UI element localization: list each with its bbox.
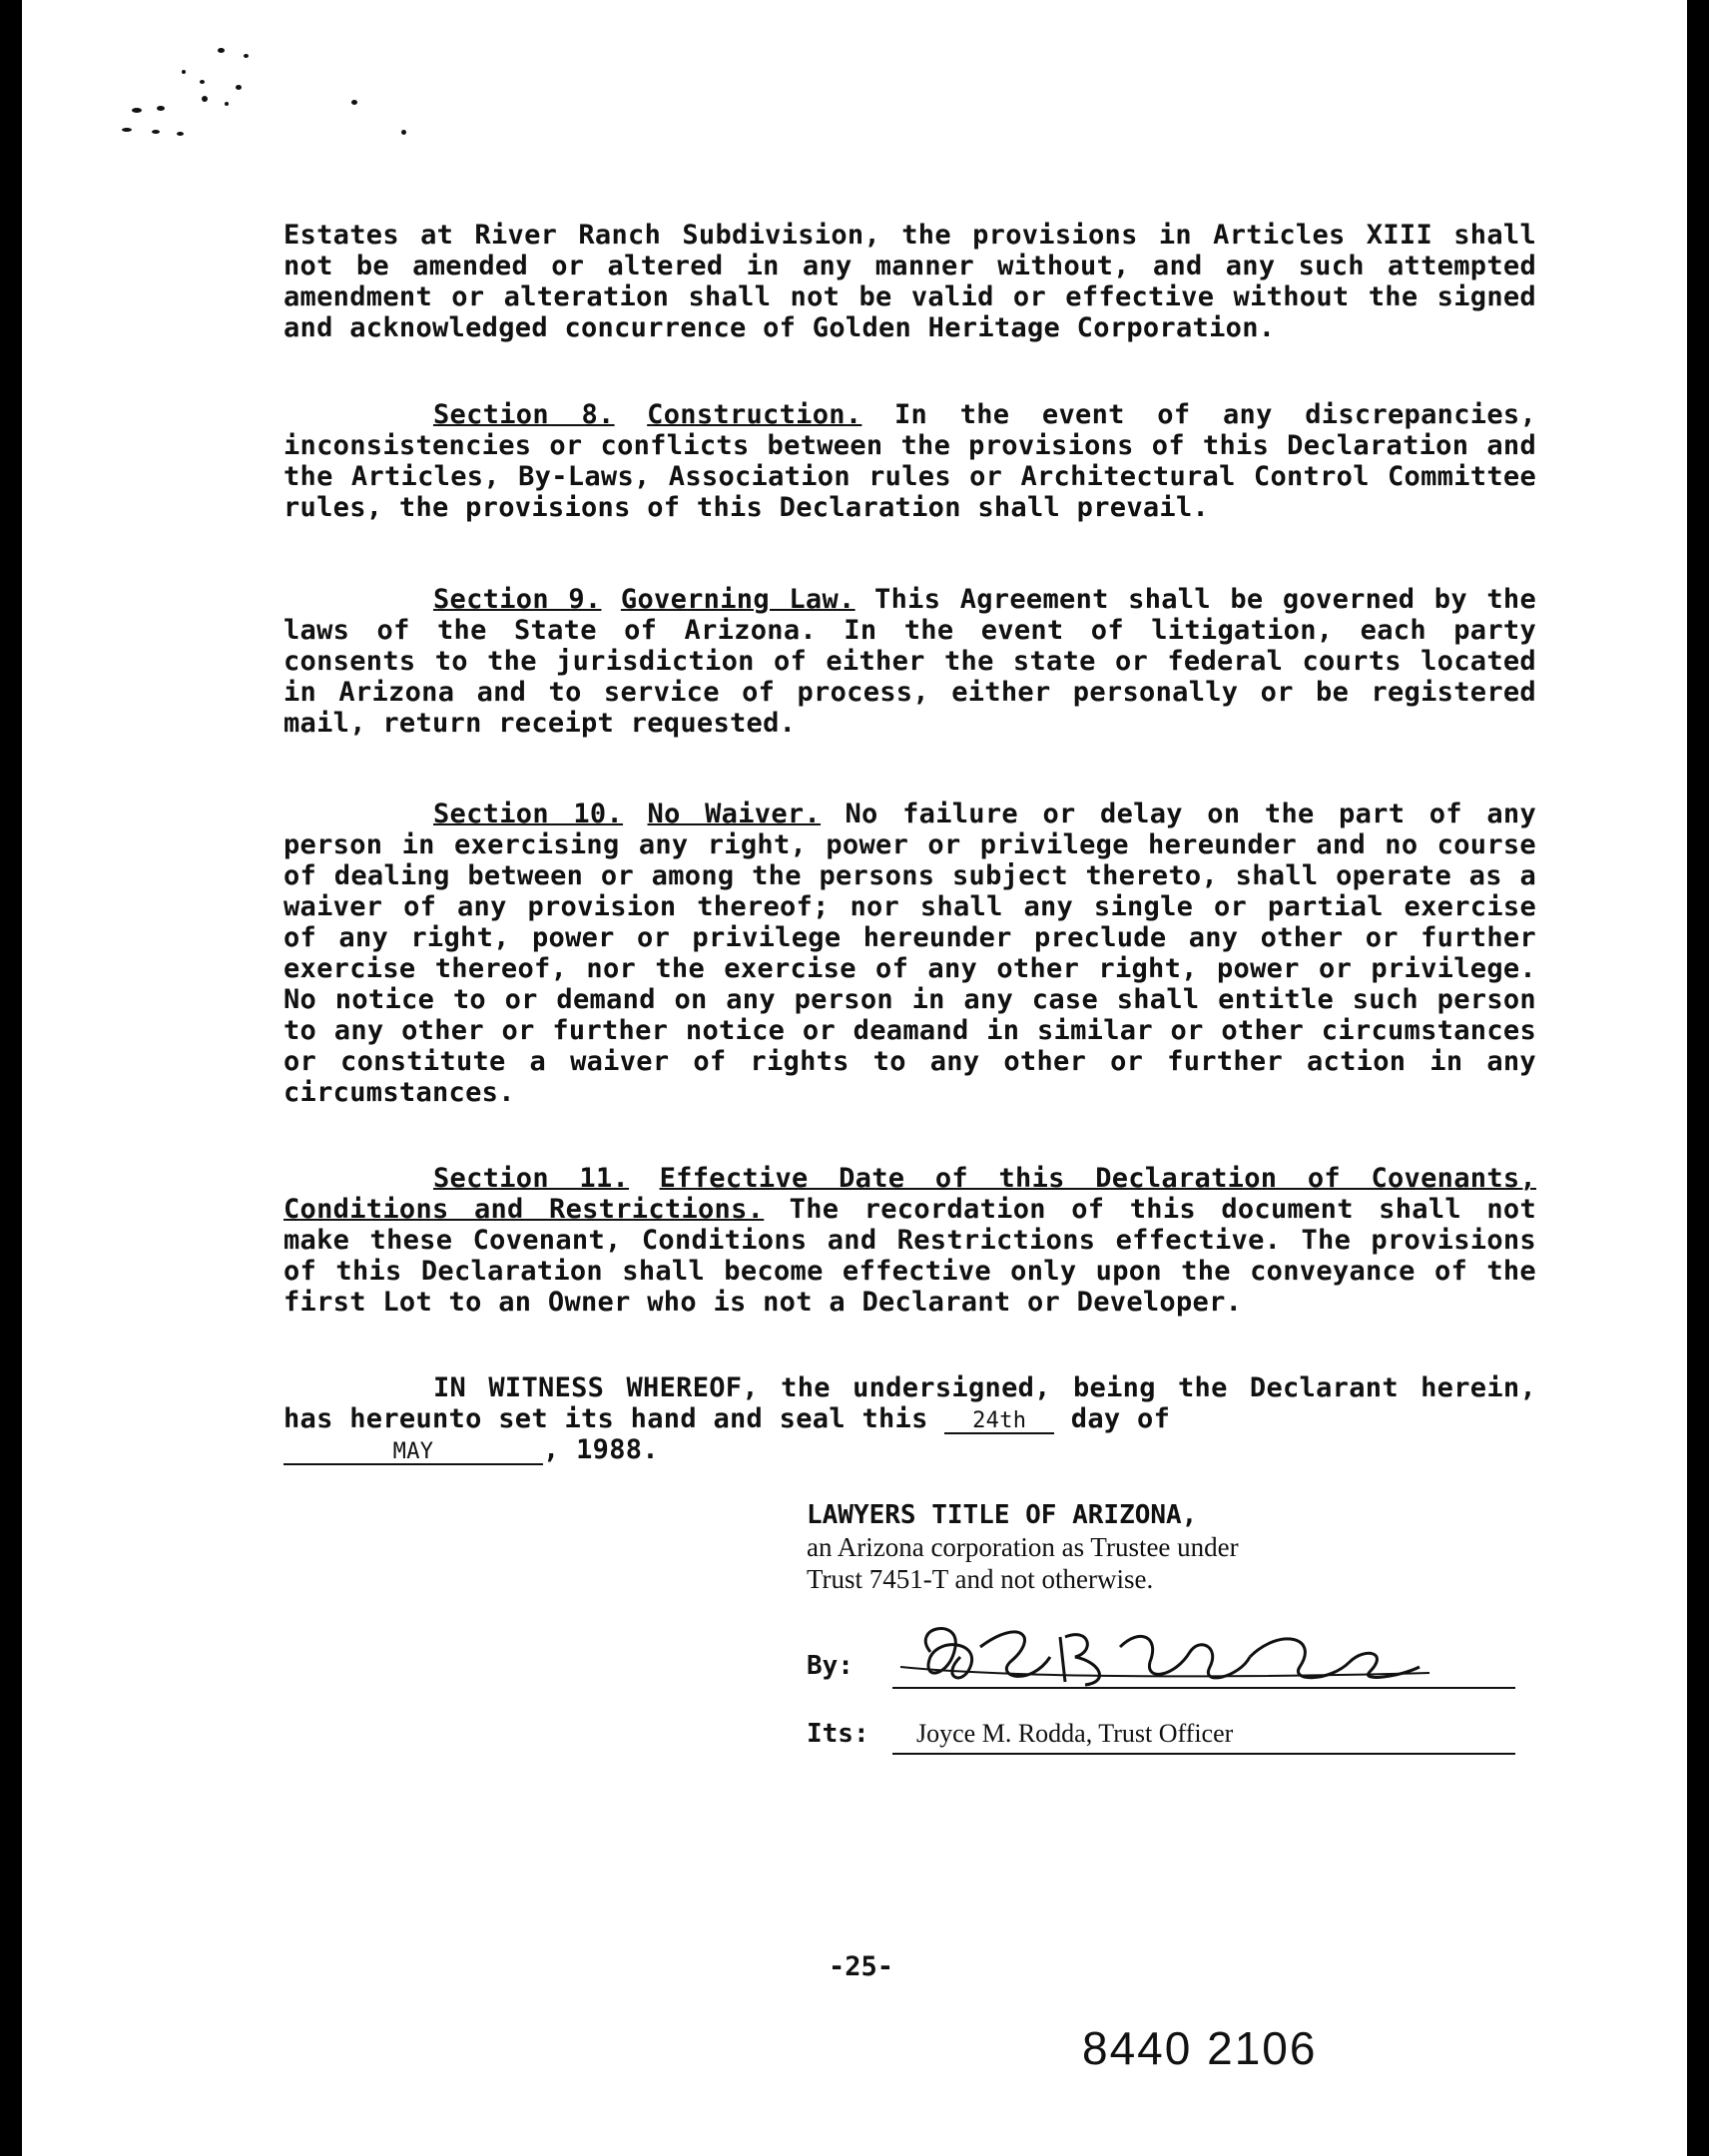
section-9-number: Section 9. bbox=[433, 584, 602, 615]
witness-text: the undersigned, being the Declarant herein, has hereunto set its hand and seal this bbox=[284, 1372, 1537, 1434]
section-11-title: Effective Date of this Declaration of Covenants, Conditions and Restrictions. bbox=[284, 1163, 1536, 1225]
section-10 bbox=[284, 799, 1536, 1108]
its-label: Its: bbox=[807, 1719, 869, 1749]
section-11-number: Section 11. bbox=[433, 1163, 630, 1194]
witness-day: 24th bbox=[944, 1410, 1054, 1434]
section-11 bbox=[284, 1163, 1536, 1318]
its-row bbox=[807, 1717, 1525, 1757]
its-line bbox=[892, 1753, 1515, 1755]
section-8-number: Section 8. bbox=[433, 399, 615, 430]
section-8-title: Construction. bbox=[647, 399, 862, 430]
officer-name: Joyce M. Rodda, Trust Officer bbox=[916, 1719, 1234, 1748]
section-8 bbox=[284, 399, 1536, 523]
section-10-number: Section 10. bbox=[433, 799, 624, 829]
section-9 bbox=[284, 584, 1536, 739]
section-10-title: No Waiver. bbox=[647, 799, 822, 829]
witness-year: , 1988. bbox=[543, 1434, 659, 1465]
opening-paragraph bbox=[284, 220, 1536, 343]
section-9-title: Governing Law. bbox=[620, 584, 855, 615]
witness-day-of: day of bbox=[1070, 1403, 1171, 1434]
section-11-text: The recordation of this document shall not make these Covenant, Conditions and Restrictions effective. The provisions of this Declaration shall become effective only upon the conveyance of the first Lot to an Owner who is not a Declarant or Developer. bbox=[284, 1194, 1536, 1318]
witness-clause bbox=[284, 1372, 1536, 1465]
by-label: By: bbox=[807, 1651, 854, 1681]
witness-month: MAY bbox=[284, 1441, 543, 1465]
handwritten-signature bbox=[900, 1607, 1439, 1707]
section-9-text: This Agreement shall be governed by the laws of the State of Arizona. In the event of litigation, each party consents to the jurisdiction of either the state or federal courts located in Arizona and to service of process, either personally or be registered mail, return receipt requested. bbox=[284, 584, 1537, 739]
signatory-org: LAWYERS TITLE OF ARIZONA, bbox=[807, 1500, 1198, 1530]
recording-stamp: 8440 2106 bbox=[1082, 2022, 1318, 2074]
section-8-text: In the event of any discrepancies, inconsistencies or conflicts between the provisions of this Declaration and the Articles, By-Laws, Association rules or Architectural Control Committee rules, the provisions of this Declaration shall prevail. bbox=[284, 399, 1536, 523]
signatory-desc: an Arizona corporation as Trustee under bbox=[807, 1532, 1239, 1562]
document-page bbox=[22, 0, 1687, 2156]
opening-text: Estates at River Ranch Subdivision, the provisions in Articles XIII shall not be amended or altered in any manner without, and any such attempted amendment or alteration shall not be valid or effective without the signed and acknowledged concurrence of Golden Heritage Corporation. bbox=[284, 220, 1536, 343]
witness-lead: IN WITNESS WHEREOF, bbox=[433, 1372, 759, 1403]
section-10-text: No failure or delay on the part of any person in exercising any right, power or privilege hereunder and no course of dealing between or among the persons subject thereto, shall operate as a waiver of any provision thereof; nor shall any single or partial exercise of any right, power or privilege hereunder preclude any other or further exercise thereof, nor the exercise of any other right, power or privilege. No notice to or demand on any person in any case shall entitle such person to any other or further notice or deamand in similar or other circumstances or constitute a waiver of rights to any other or further action in any circumstances. bbox=[284, 799, 1536, 1108]
signatory-trust: Trust 7451-T and not otherwise. bbox=[807, 1564, 1154, 1594]
signatory-block bbox=[807, 1499, 1525, 1595]
page-number: -25- bbox=[829, 1951, 894, 1982]
